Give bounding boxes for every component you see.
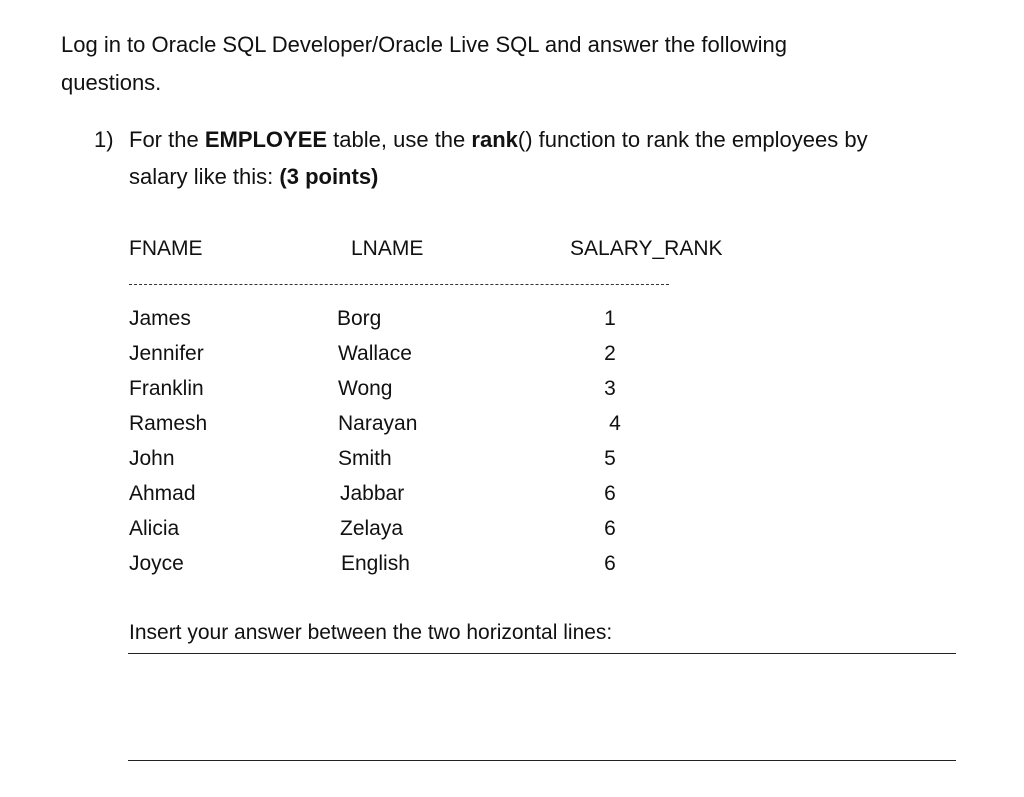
cell-salary-rank: 6: [604, 517, 616, 540]
cell-salary-rank: 2: [604, 342, 616, 365]
instruction-text: Insert your answer between the two horizontal lines:: [129, 621, 613, 644]
intro-line-2: questions.: [61, 70, 162, 95]
cell-salary-rank: 6: [604, 552, 616, 575]
cell-salary-rank: 3: [604, 377, 616, 400]
cell-lname: Borg: [337, 307, 382, 330]
cell-salary-rank: 4: [609, 412, 621, 435]
table-name: EMPLOYEE: [204, 127, 328, 152]
cell-salary-rank: 6: [604, 482, 616, 505]
cell-lname: English: [341, 552, 410, 575]
cell-salary-rank: 5: [604, 447, 616, 470]
intro-line-1: Log in to Oracle SQL Developer/Oracle Live SQL and answer the following: [61, 32, 787, 57]
cell-lname: Zelaya: [340, 517, 404, 540]
intro-text: [61, 26, 921, 102]
header-divider: [129, 284, 669, 285]
header-lname: LNAME: [351, 237, 424, 260]
cell-fname: John: [129, 447, 175, 470]
cell-fname: Ramesh: [129, 412, 208, 435]
question-text: [129, 121, 969, 195]
cell-lname: Wong: [338, 377, 393, 400]
function-name: rank: [471, 127, 518, 152]
cell-lname: Jabbar: [340, 482, 405, 505]
question-line-2: [129, 158, 969, 195]
cell-lname: Smith: [338, 447, 392, 470]
cell-fname: James: [129, 307, 191, 330]
cell-lname: Wallace: [338, 342, 412, 365]
question-line-1: [129, 121, 969, 158]
header-salary-rank: SALARY_RANK: [570, 237, 723, 260]
header-fname: FNAME: [129, 237, 203, 260]
question-text-part: For the: [129, 127, 205, 152]
cell-fname: Alicia: [129, 517, 180, 540]
question-text-part: salary like this:: [129, 164, 280, 189]
question-text-part: table, use the: [327, 127, 472, 152]
question-text-part: function to rank the employees by: [532, 127, 868, 152]
question-number: 1): [94, 127, 114, 152]
points-label: (3 points): [279, 164, 379, 189]
cell-fname: Joyce: [129, 552, 184, 575]
cell-fname: Jennifer: [129, 342, 204, 365]
answer-top-line: [128, 653, 956, 654]
cell-fname: Ahmad: [129, 482, 196, 505]
answer-bottom-line: [128, 760, 956, 761]
function-parens: (): [517, 127, 533, 152]
cell-fname: Franklin: [129, 377, 204, 400]
cell-lname: Narayan: [338, 412, 418, 435]
cell-salary-rank: 1: [604, 307, 616, 330]
